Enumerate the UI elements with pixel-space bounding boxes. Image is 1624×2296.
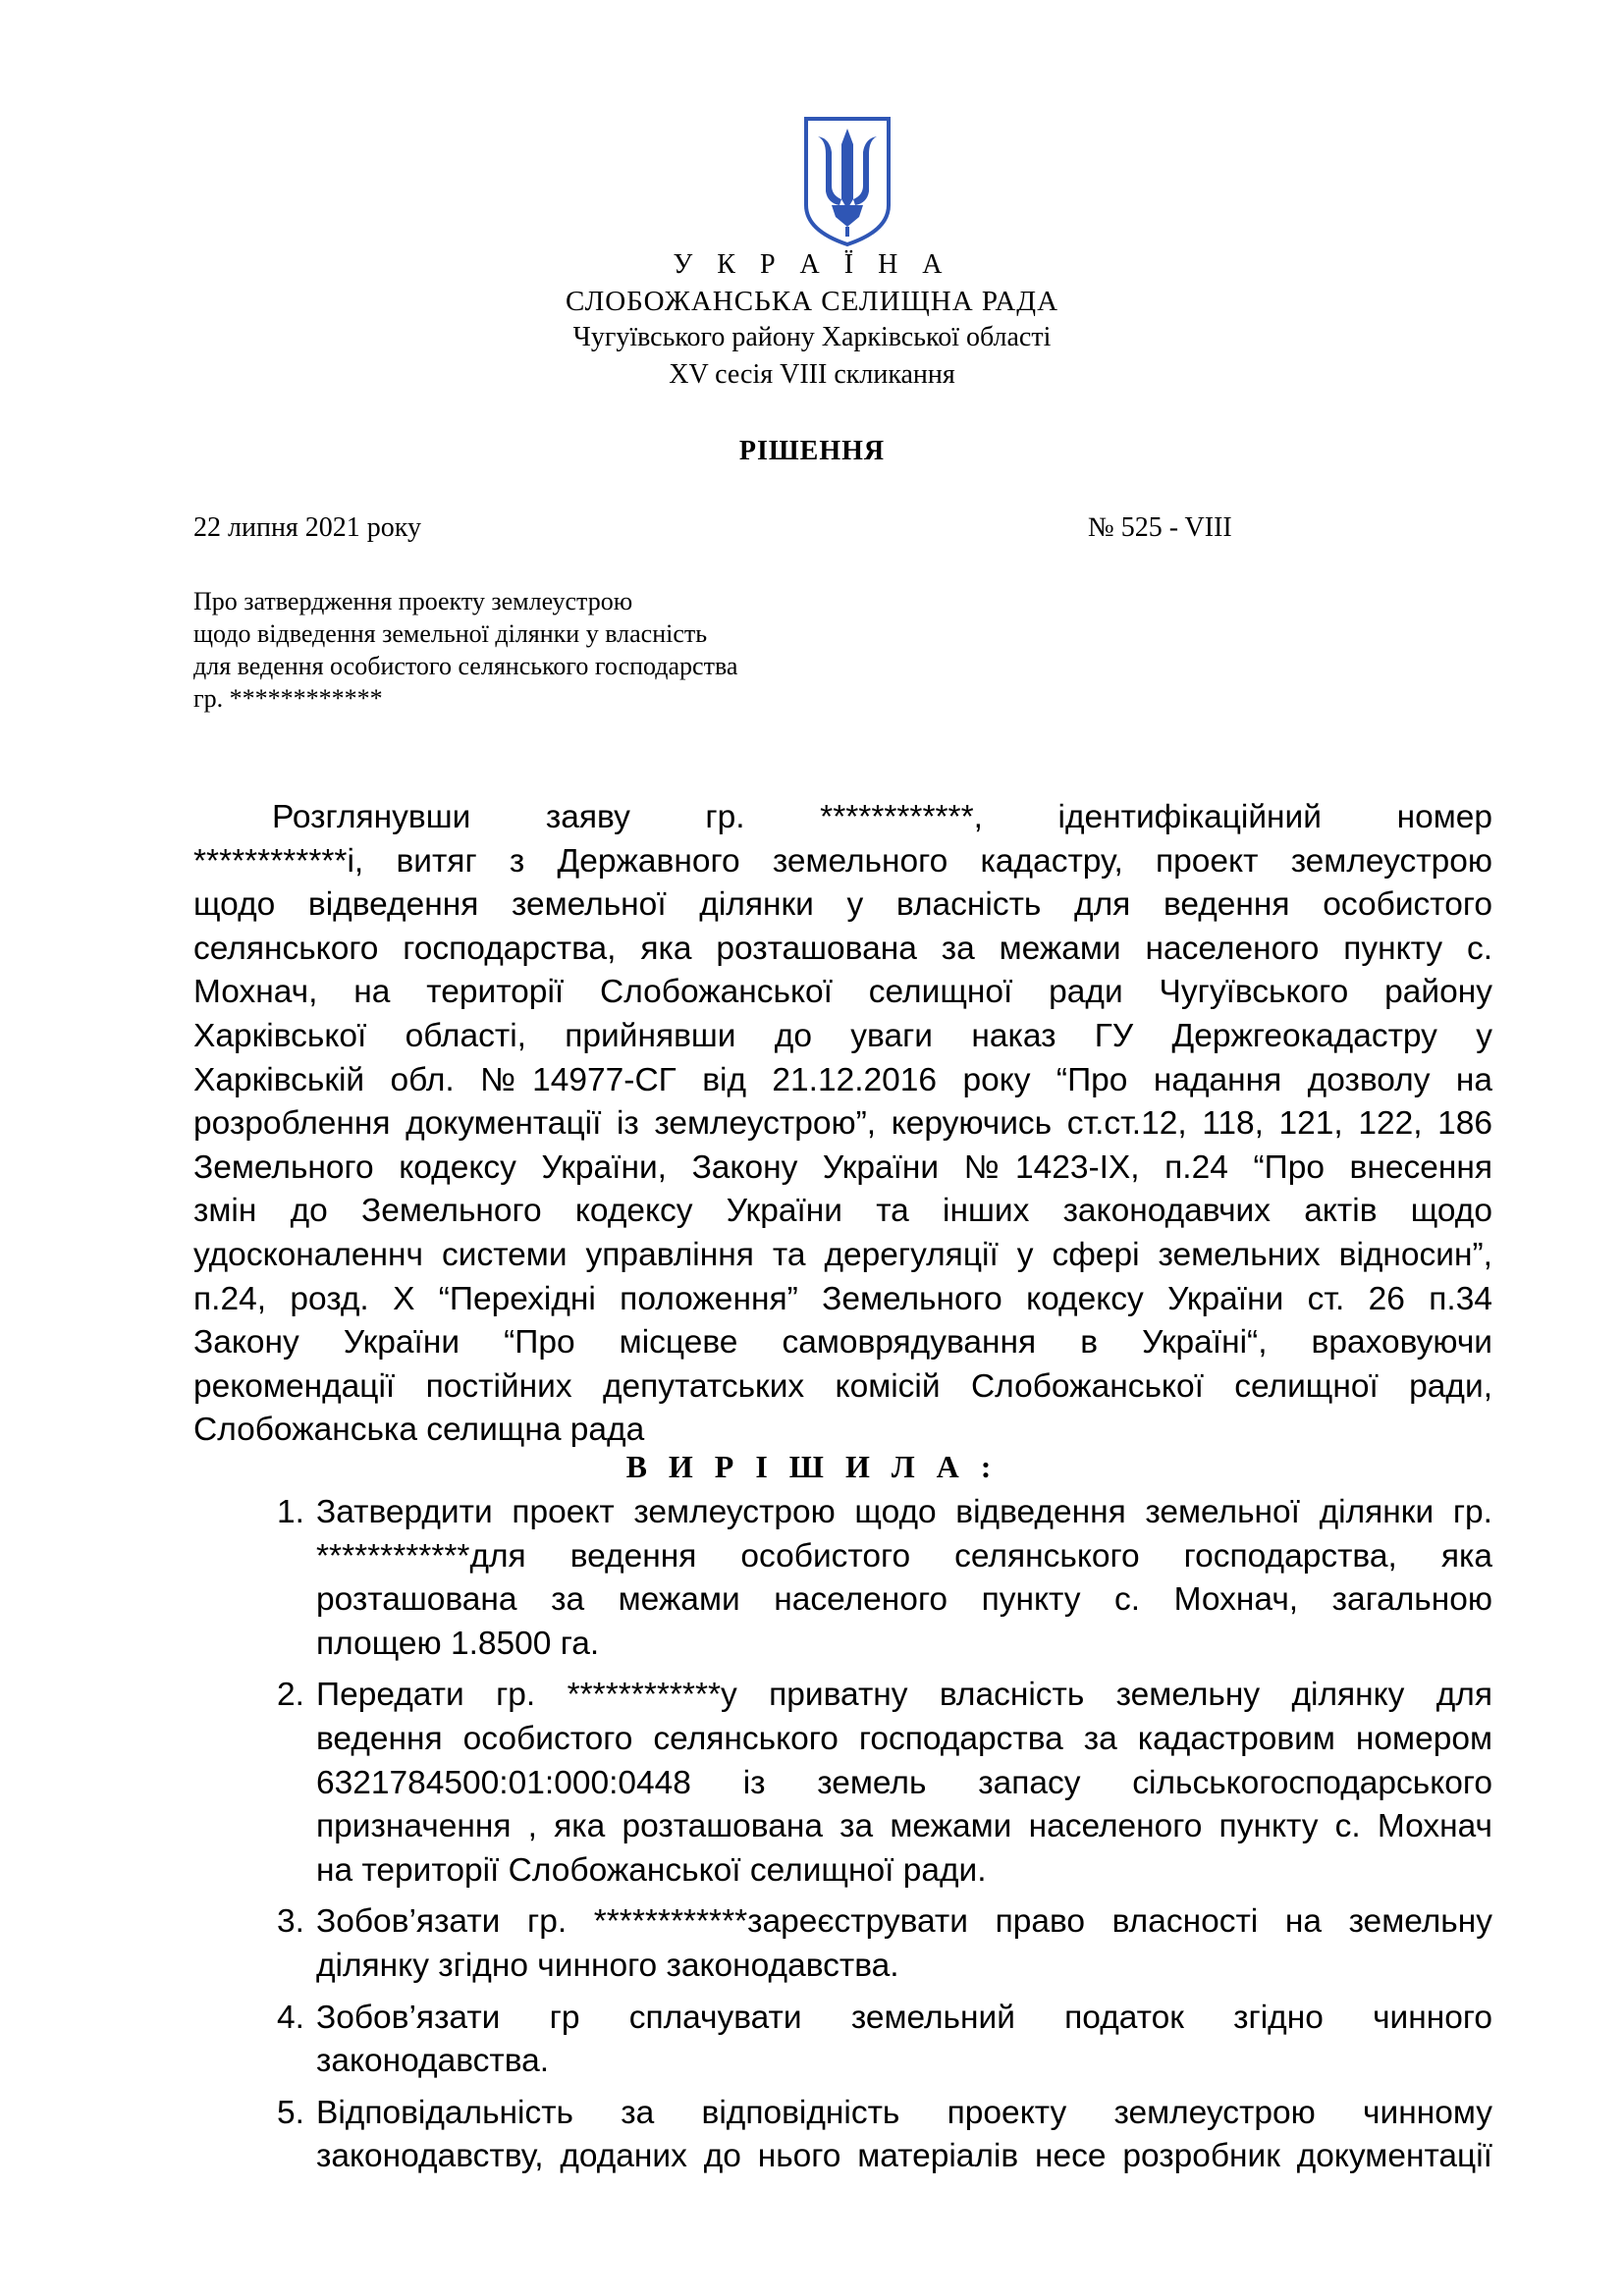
decision-number-marker: 3. [277,1903,304,1941]
decision-item [255,1674,1492,1893]
decision-line: площею 1.8500 га. [316,1625,600,1662]
subject-line: щодо відведення земельної ділянки у власність [193,619,708,648]
decision-line: 6321784500:01:000:0448 із земель запасу сільськогосподарського [316,1764,1492,1801]
decision-number: № 525 - VIII [1088,512,1232,543]
subject-line: для ведення особистого селянського господарства [193,652,738,680]
decision-line: Затвердити проект землеустрою щодо відведення земельної ділянки гр. [316,1494,1492,1530]
preamble-line: змін до Земельного кодексу України та інших законодавчих актів щодо [193,1193,1492,1230]
decision-line: ведення особистого селянського господарства за кадастровим номером [316,1720,1492,1757]
decision-line: Зобов’язати гр. ************зареєструвати право власності на земельну [316,1903,1492,1941]
subject-line: Про затвердження проекту землеустрою [193,587,633,615]
preamble-line: Харківській обл. №14977-СГ від 21.12.2016 року “Про надання дозволу на [193,1061,1492,1098]
decision-line: призначення , яка розташована за межами населеного пункту с. Мохнач [316,1808,1492,1845]
preamble-line: Харківської області, прийнявши до уваги наказ ГУ Держгеокадастру у [193,1017,1492,1054]
decision-item [255,1900,1492,1988]
decision-line: ************для ведення особистого селянського господарства, яка [316,1537,1492,1575]
decision-line: розташована за межами населеного пункту с. Мохнач, загальною [316,1581,1492,1619]
decision-line: ділянку згідно чинного законодавства. [316,1947,899,1984]
preamble-line: Земельного кодексу України, Закону України №1423-IX, п.24 “Про внесення [193,1148,1492,1186]
preamble-line: рекомендації постійних депутатських комісій Слобожанської селищної ради, [193,1367,1492,1405]
session-name: XV сесія VIII скликання [669,359,955,390]
decision-line: законодавству, доданих до нього матеріалів несе розробник документації [316,2138,1492,2175]
decision-line: Зобов’язати гр сплачувати земельний податок згідно чинного [316,1999,1492,2036]
decision-number-marker: 2. [277,1677,304,1714]
decision-line: законодавства. [316,2043,550,2080]
document-type: РІШЕННЯ [738,436,886,466]
decision-item [255,1491,1492,1666]
decision-line: на території Слобожанської селищної ради. [316,1851,987,1889]
subject-line: гр. ************ [193,684,383,713]
preamble-line: Мохнач, на території Слобожанської селищної ради Чугуївського району [193,974,1492,1011]
decision-item [255,1997,1492,2084]
preamble-line: удосконаленнч системи управління та дерегуляції у сфері земельних відносин”, [193,1236,1492,1273]
decision-line: Відповідальність за відповідність проекту землеустрою чинному [316,2094,1492,2131]
decision-subject [193,585,737,715]
decision-number-marker: 1. [277,1494,304,1530]
preamble-line: п.24, розд. Х “Перехідні положення” Земельного кодексу України ст. 26 п.34 [193,1280,1492,1317]
country-name: У К Р А Ї Н А [673,249,951,280]
decision-date: 22 липня 2021 року [193,512,422,543]
decided-heading: В И Р І Ш И Л А : [625,1449,999,1484]
preamble-line: ************і, витяг з Державного земельного кадастру, проект землеустрою [193,842,1492,880]
preamble-line: щодо відведення земельної ділянки у власність для ведення особистого [193,886,1492,924]
district-name: Чугуївського району Харківської області [572,322,1052,352]
decision-item [255,2092,1492,2179]
preamble-line: Закону України “Про місцеве самоврядування в Україні“, враховуючи [193,1324,1492,1362]
preamble-paragraph [193,796,1492,1453]
preamble-line: Розглянувши заяву гр. ************, ідентифікаційний номер [272,799,1492,835]
decision-number-marker: 4. [277,1999,304,2036]
preamble-line: селянського господарства, яка розташована за межами населеного пункту с. [193,930,1492,967]
decision-number-marker: 5. [277,2094,304,2131]
preamble-line: Слобожанська селищна рада [193,1412,645,1449]
decision-list [255,1491,1492,2187]
coat-of-arms-icon [802,115,893,248]
council-name: СЛОБОЖАНСЬКА СЕЛИЩНА РАДА [565,286,1059,317]
preamble-line: розроблення документації із землеустрою”, керуючись ст.ст.12, 118, 121, 122, 186 [193,1105,1492,1143]
decision-line: Передати гр. ************у приватну власність земельну ділянку для [316,1677,1492,1714]
